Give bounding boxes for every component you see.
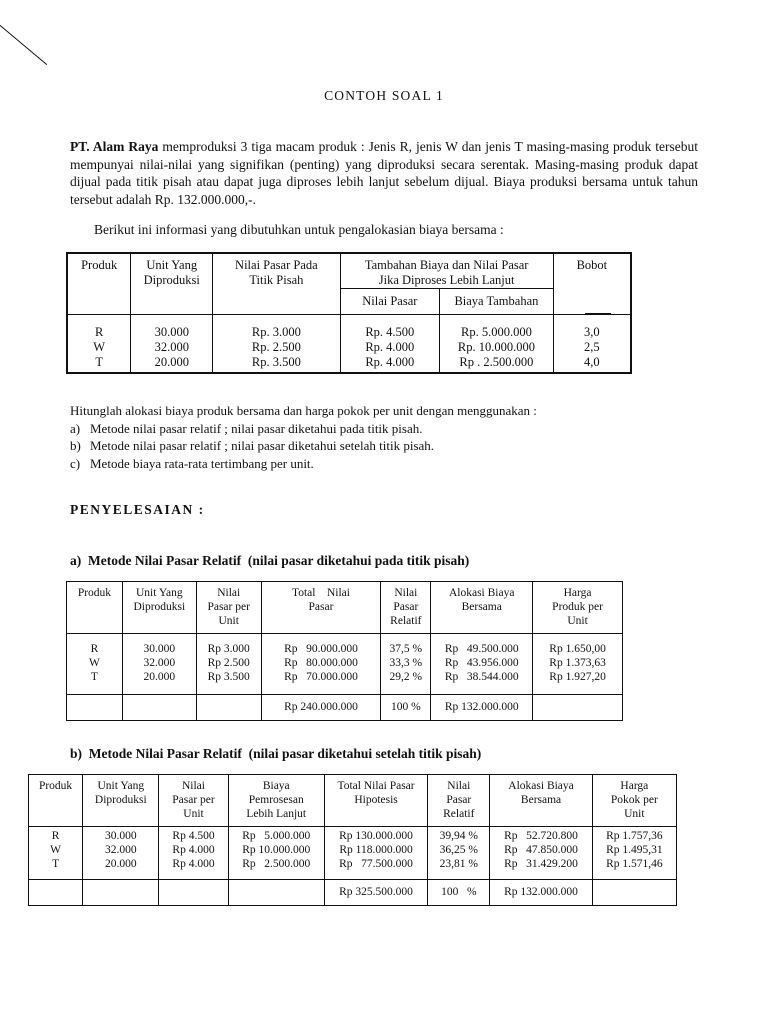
cell-biaya-tambahan: Rp. 5.000.000 Rp. 10.000.000 Rp . 2.500.000 [440,315,554,373]
a-header-produk: Produk [67,582,123,634]
header-unit: Unit Yang Diproduksi [131,253,213,315]
header-nilai-pasar: Nilai Pasar [340,289,440,315]
b-cell-produk: R W T [29,827,83,880]
b-total-nilai-unit [159,880,228,906]
b-header-biaya: Biaya Pemrosesan Lebih Lanjut [228,775,324,827]
b-header-unit: Unit Yang Diproduksi [83,775,159,827]
b-header-total: Total Nilai Pasar Hipotesis [324,775,427,827]
corner-line [0,18,47,65]
a-total-harga [533,695,623,721]
a-cell-produk: R W T [67,634,123,695]
b-header-harga: Harga Pokok per Unit [592,775,676,827]
table-b [28,774,677,906]
header-nilai-pisah: Nilai Pasar Pada Titik Pisah [213,253,340,315]
b-cell-nilai-unit: Rp 4.500 Rp 4.000 Rp 4.000 [159,827,228,880]
section-b-heading: b) Metode Nilai Pasar Relatif (nilai pasar diketahui setelah titik pisah) [70,746,482,761]
b-total-nilai: Rp 325.500.000 [324,880,427,906]
header-bobot: Bobot [553,253,631,315]
a-cell-unit: 30.000 32.000 20.000 [122,634,196,695]
cell-nilai-pasar: Rp. 4.500 Rp. 4.000 Rp. 4.000 [340,315,440,373]
questions [70,402,537,472]
question-a: a) Metode nilai pasar relatif ; nilai pasar diketahui pada titik pisah. [70,420,423,436]
b-total-harga [592,880,676,906]
b-cell-harga: Rp 1.757,36 Rp 1.495,31 Rp 1.571,46 [592,827,676,880]
b-total-unit [83,880,159,906]
b-header-relatif: Nilai Pasar Relatif [428,775,490,827]
intro-text: memproduksi 3 tiga macam produk : Jenis R, jenis W dan jenis T masing-masing produk tersebut mempunyai nilai-nilai yang signifikan (penting) yang diproduksi secara serentak. Masing-masing produk dapat dijual pada titik pisah atau dapat juga diproses lebih lanjut sebelum dijual. Biaya produksi bersama untuk tahun tersebut adalah Rp. 132.000.000,-. [70,139,699,207]
header-tambahan: Tambahan Biaya dan Nilai Pasar Jika Diproses Lebih Lanjut [340,253,553,289]
a-total-unit [122,695,196,721]
info-table [66,252,632,374]
b-total-relatif: 100 % [428,880,490,906]
questions-intro: Hitunglah alokasi biaya produk bersama dan harga pokok per unit dengan menggunakan : [70,403,537,418]
a-cell-relatif: 37,5 % 33,3 % 29,2 % [381,634,431,695]
a-total-nilai: Rp 240.000.000 [261,695,381,721]
solution-heading: PENYELESAIAN : [70,502,205,517]
a-header-unit: Unit Yang Diproduksi [122,582,196,634]
b-total-alokasi: Rp 132.000.000 [490,880,592,906]
b-header-nilai-unit: Nilai Pasar per Unit [159,775,228,827]
question-c: c) Metode biaya rata-rata tertimbang per unit. [70,455,314,471]
b-cell-relatif: 39,94 % 36,25 % 23,81 % [428,827,490,880]
header-biaya-tambahan: Biaya Tambahan [440,289,554,315]
a-total-alokasi: Rp 132.000.000 [431,695,533,721]
a-header-alokasi: Alokasi Biaya Bersama [431,582,533,634]
a-cell-nilai-unit: Rp 3.000 Rp 2.500 Rp 3.500 [196,634,261,695]
b-cell-total: Rp 130.000.000 Rp 118.000.000 Rp 77.500.000 [324,827,427,880]
b-header-alokasi: Alokasi Biaya Bersama [490,775,592,827]
a-total-produk [67,695,123,721]
question-b: b) Metode nilai pasar relatif ; nilai pasar diketahui setelah titik pisah. [70,438,435,453]
a-cell-alokasi: Rp 49.500.000 Rp 43.956.000 Rp 38.544.000 [431,634,533,695]
cell-bobot: 3,0 2,5 4,0 [553,315,631,373]
b-total-biaya [228,880,324,906]
a-cell-total: Rp 90.000.000 Rp 80.000.000 Rp 70.000.000 [261,634,381,695]
a-header-total: Total Nilai Pasar [261,582,381,634]
company-name: PT. Alam Raya [70,139,159,154]
b-header-produk: Produk [29,775,83,827]
b-cell-alokasi: Rp 52.720.800 Rp 47.850.000 Rp 31.429.200 [490,827,592,880]
a-total-nilai-unit [196,695,261,721]
a-header-harga: Harga Produk per Unit [533,582,623,634]
a-header-nilai-unit: Nilai Pasar per Unit [196,582,261,634]
table-a [66,581,623,721]
a-header-relatif: Nilai Pasar Relatif [381,582,431,634]
cell-unit: 30.000 32.000 20.000 [131,315,213,373]
b-total-produk [29,880,83,906]
intro-paragraph [70,138,698,208]
info-line: Berikut ini informasi yang dibutuhkan untuk pengalokasian biaya bersama : [94,222,504,237]
a-total-relatif: 100 % [381,695,431,721]
section-a-heading: a) Metode Nilai Pasar Relatif (nilai pasar diketahui pada titik pisah) [70,553,470,568]
cell-nilai-pisah: Rp. 3.000 Rp. 2.500 Rp. 3.500 [213,315,340,373]
tick-mark [585,313,611,314]
cell-produk: R W T [67,315,131,373]
page-title: CONTOH SOAL 1 [324,88,444,103]
b-cell-biaya: Rp 5.000.000 Rp 10.000.000 Rp 2.500.000 [228,827,324,880]
header-produk: Produk [81,258,118,272]
a-cell-harga: Rp 1.650,00 Rp 1.373,63 Rp 1.927,20 [533,634,623,695]
b-cell-unit: 30.000 32.000 20.000 [83,827,159,880]
